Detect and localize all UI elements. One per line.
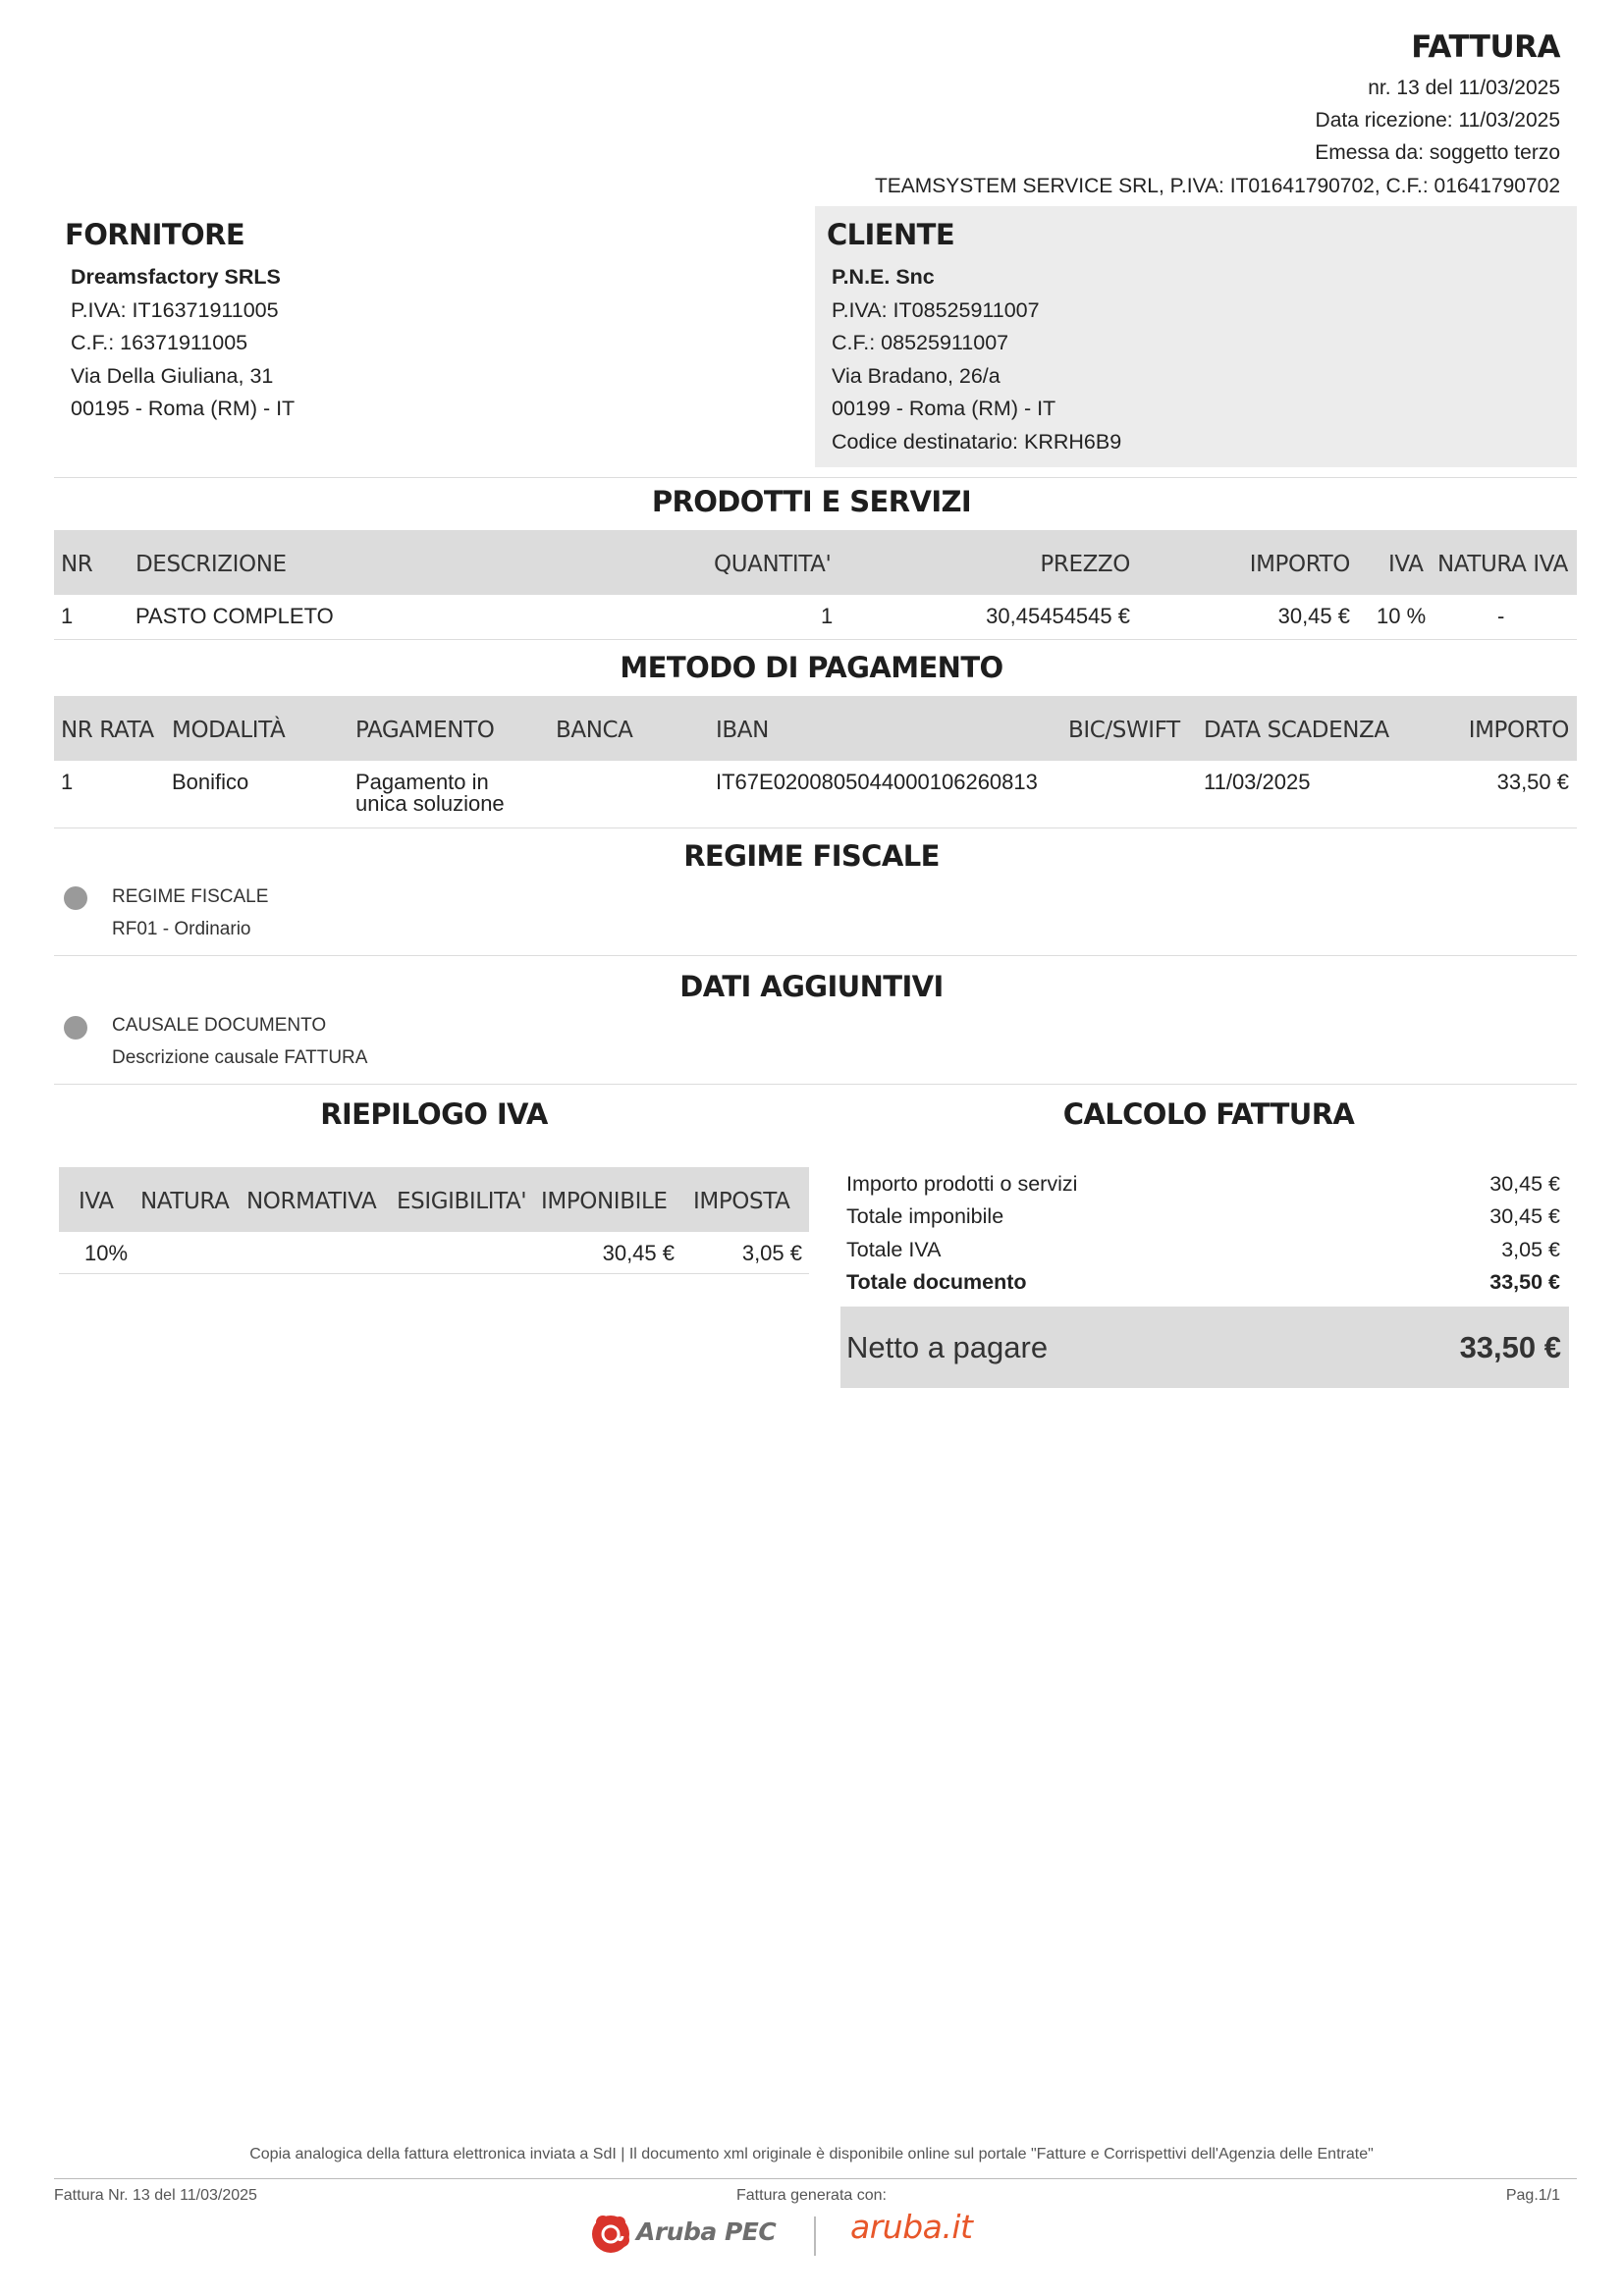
reception-date: Data ricezione: 11/03/2025 bbox=[1315, 109, 1560, 132]
client-title: CLIENTE bbox=[827, 218, 955, 251]
row-taxable: 30,45 € bbox=[602, 1241, 675, 1265]
supplier-city: 00195 - Roma (RM) - IT bbox=[71, 397, 296, 420]
col-vat-rate: IVA bbox=[79, 1189, 114, 1214]
col-vat: IVA bbox=[1388, 552, 1424, 577]
row-payment-amount: 33,50 € bbox=[1496, 770, 1569, 794]
supplier-name: Dreamsfactory SRLS bbox=[71, 265, 281, 289]
col-nr: NR bbox=[61, 552, 93, 577]
col-installment: NR RATA bbox=[61, 718, 154, 743]
document-reason-value: Descrizione causale FATTURA bbox=[112, 1047, 368, 1068]
footer-generated-with: Fattura generata con: bbox=[736, 2187, 887, 2204]
col-nature: NATURA bbox=[140, 1189, 230, 1214]
payment-title: METODO DI PAGAMENTO bbox=[620, 651, 1003, 684]
col-chargeability: ESIGIBILITA' bbox=[397, 1189, 527, 1214]
col-iban: IBAN bbox=[716, 718, 769, 743]
calc-label-total: Totale documento bbox=[846, 1270, 1027, 1294]
tax-regime-title: REGIME FISCALE bbox=[683, 839, 940, 873]
col-norm: NORMATIVA bbox=[246, 1189, 377, 1214]
client-city: 00199 - Roma (RM) - IT bbox=[832, 397, 1056, 420]
col-bank: BANCA bbox=[556, 718, 633, 743]
col-taxable: IMPONIBILE bbox=[541, 1189, 668, 1214]
tax-regime-value: RF01 - Ordinario bbox=[112, 919, 251, 939]
row-description: PASTO COMPLETO bbox=[135, 604, 334, 628]
intermediary: TEAMSYSTEM SERVICE SRL, P.IVA: IT01641790702, C.F.: 01641790702 bbox=[874, 175, 1560, 197]
aruba-pec-text: Aruba PEC bbox=[636, 2217, 777, 2246]
supplier-block bbox=[65, 216, 791, 466]
col-amount: IMPORTO bbox=[1249, 552, 1350, 577]
divider bbox=[54, 639, 1577, 640]
calc-label-vat: Totale IVA bbox=[846, 1238, 942, 1261]
col-price: PREZZO bbox=[1040, 552, 1130, 577]
col-payment: PAGAMENTO bbox=[355, 718, 495, 743]
col-quantity: QUANTITA' bbox=[714, 552, 832, 577]
calc-value-products: 30,45 € bbox=[1489, 1172, 1560, 1196]
col-description: DESCRIZIONE bbox=[135, 552, 287, 577]
row-tax: 3,05 € bbox=[741, 1241, 802, 1265]
row-nr: 1 bbox=[61, 604, 74, 628]
row-mode: Bonifico bbox=[172, 770, 249, 794]
col-payment-amount: IMPORTO bbox=[1468, 718, 1569, 743]
tax-regime-label: REGIME FISCALE bbox=[112, 886, 269, 907]
supplier-tax-code: C.F.: 16371911005 bbox=[71, 331, 248, 354]
net-to-pay-label: Netto a pagare bbox=[846, 1330, 1049, 1364]
divider bbox=[54, 955, 1577, 956]
aruba-pec-icon bbox=[589, 2213, 632, 2256]
client-tax-code: C.F.: 08525911007 bbox=[832, 331, 1009, 354]
row-quantity: 1 bbox=[821, 604, 834, 628]
row-price: 30,45454545 € bbox=[986, 604, 1130, 628]
calc-label-products: Importo prodotti o servizi bbox=[846, 1172, 1078, 1196]
footer-invoice-ref: Fattura Nr. 13 del 11/03/2025 bbox=[54, 2187, 257, 2204]
client-recipient-code: Codice destinatario: KRRH6B9 bbox=[832, 430, 1122, 454]
logo-separator bbox=[814, 2216, 816, 2256]
net-to-pay-box bbox=[840, 1307, 1569, 1388]
aruba-pec-logo bbox=[589, 2213, 785, 2254]
bullet-icon bbox=[64, 1016, 87, 1040]
document-reason-label: CAUSALE DOCUMENTO bbox=[112, 1015, 327, 1036]
document-type: FATTURA bbox=[1411, 29, 1560, 65]
footer-divider bbox=[54, 2178, 1577, 2179]
row-payment-line2: unica soluzione bbox=[355, 791, 505, 816]
col-bic: BIC/SWIFT bbox=[1068, 718, 1180, 743]
client-block bbox=[815, 206, 1577, 467]
row-installment: 1 bbox=[61, 770, 74, 794]
bullet-icon bbox=[64, 886, 87, 910]
footer-page-number: Pag.1/1 bbox=[1505, 2187, 1560, 2204]
col-tax: IMPOSTA bbox=[693, 1189, 790, 1214]
invoice-calc-title: CALCOLO FATTURA bbox=[1062, 1097, 1355, 1131]
supplier-title: FORNITORE bbox=[65, 218, 245, 251]
col-mode: MODALITÀ bbox=[172, 718, 286, 743]
row-amount: 30,45 € bbox=[1277, 604, 1350, 628]
calc-label-taxable: Totale imponibile bbox=[846, 1204, 1004, 1228]
col-vat-nature: NATURA IVA bbox=[1437, 552, 1568, 577]
calc-value-taxable: 30,45 € bbox=[1489, 1204, 1560, 1228]
vat-summary-title: RIEPILOGO IVA bbox=[320, 1097, 548, 1131]
col-due-date: DATA SCADENZA bbox=[1204, 718, 1389, 743]
divider bbox=[59, 1273, 809, 1274]
products-title: PRODOTTI E SERVIZI bbox=[651, 485, 972, 518]
calc-value-total: 33,50 € bbox=[1489, 1270, 1560, 1294]
issued-by: Emessa da: soggetto terzo bbox=[1315, 141, 1560, 164]
divider bbox=[54, 477, 1577, 478]
net-to-pay-value: 33,50 € bbox=[1459, 1330, 1561, 1364]
client-name: P.N.E. Snc bbox=[832, 265, 935, 289]
row-vat-nature: - bbox=[1497, 604, 1505, 628]
row-vat: 10 % bbox=[1377, 604, 1427, 628]
row-due-date: 11/03/2025 bbox=[1204, 770, 1311, 794]
supplier-address: Via Della Giuliana, 31 bbox=[71, 364, 274, 388]
row-vat-rate: 10% bbox=[84, 1241, 129, 1265]
supplier-vat: P.IVA: IT16371911005 bbox=[71, 298, 279, 322]
calc-value-vat: 3,05 € bbox=[1501, 1238, 1560, 1261]
divider bbox=[54, 1084, 1577, 1085]
row-payment-line1: Pagamento in bbox=[355, 770, 489, 794]
client-address: Via Bradano, 26/a bbox=[832, 364, 1001, 388]
additional-title: DATI AGGIUNTIVI bbox=[679, 970, 944, 1003]
aruba-it-logo: aruba.it bbox=[850, 2208, 973, 2246]
row-iban: IT67E0200805044000106260813 bbox=[716, 770, 1038, 794]
client-vat: P.IVA: IT08525911007 bbox=[832, 298, 1040, 322]
invoice-number: nr. 13 del 11/03/2025 bbox=[1368, 77, 1560, 99]
footer-note: Copia analogica della fattura elettronica inviata a SdI | Il documento xml originale è disponibile online sul portale "Fatture e Corrispettivi dell'Agenzia delle Entrate" bbox=[249, 2146, 1374, 2163]
